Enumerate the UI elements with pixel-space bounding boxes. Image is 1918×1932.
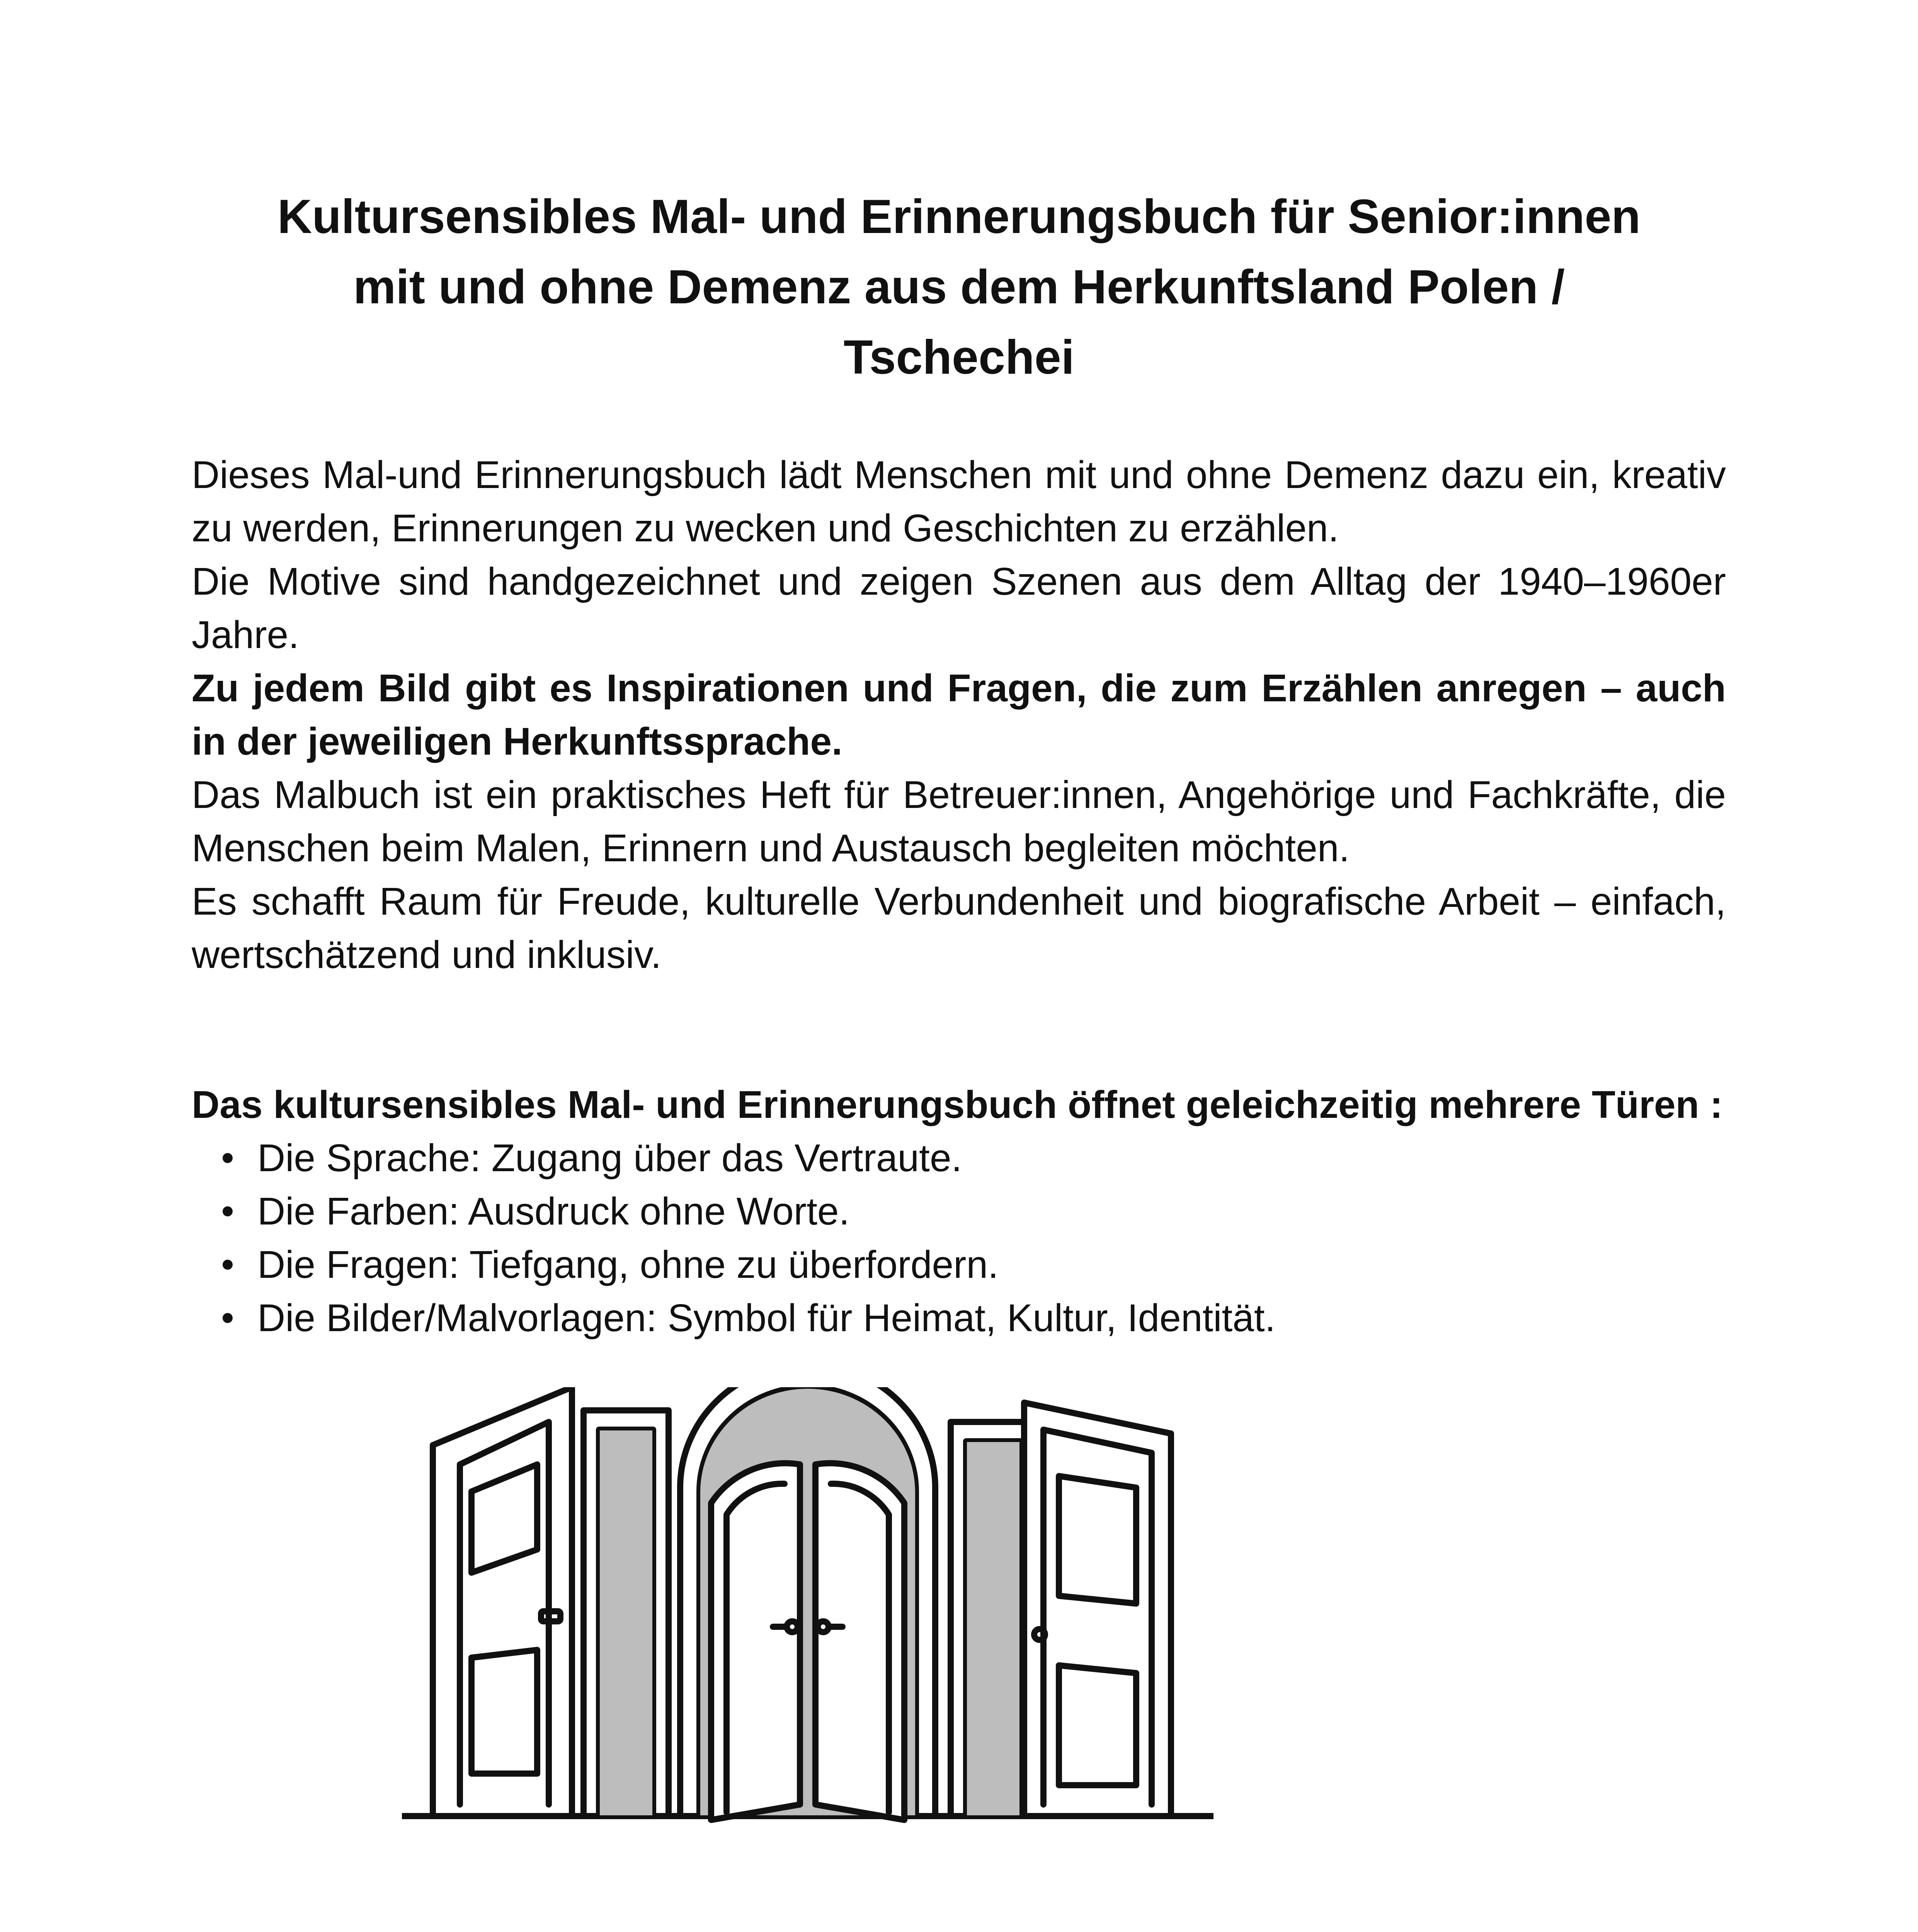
left-door-shadow (600, 1430, 652, 1815)
bullet-icon (223, 1206, 233, 1216)
right-door (951, 1403, 1171, 1816)
bullet-icon (223, 1260, 233, 1270)
list-item (192, 1131, 1275, 1185)
list-item (192, 1291, 1275, 1345)
intro-paragraph-4: Das Malbuch ist ein praktisches Heft für Betreuer:innen, Angehörige und Fachkräfte, die Menschen beim Malen, Erinnern und Austausch begleiten möchten. (192, 773, 1726, 870)
list-item-text: Die Fragen: Tiefgang, ohne zu überfordern. (257, 1243, 999, 1286)
bullet-icon (223, 1313, 233, 1323)
middle-door (680, 1387, 935, 1820)
bullet-icon (223, 1153, 233, 1163)
page-title (193, 182, 1725, 393)
intro-paragraph-bold: Zu jedem Bild gibt es Inspirationen und Fragen, die zum Erzählen anregen – auch in der jeweiligen Herkunftssprache. (192, 667, 1726, 763)
list-item (192, 1185, 1275, 1238)
list-item-text: Die Bilder/Malvorlagen: Symbol für Heimat, Kultur, Identität. (257, 1296, 1276, 1340)
title-line-1: Kultursensibles Mal- und Erinnerungsbuch für Senior:innen (277, 190, 1641, 243)
right-door-shadow (967, 1442, 1019, 1815)
intro-paragraph-1: Dieses Mal-und Erinnerungsbuch lädt Menschen mit und ohne Demenz dazu ein, kreativ zu werden, Erinnerungen zu wecken und Geschichten zu erzählen. (192, 453, 1726, 550)
doors-heading: Das kultursensibles Mal- und Erinnerungsbuch öffnet geleichzeitig mehrere Türen : (192, 1083, 1723, 1126)
title-line-3: Tschechei (843, 331, 1075, 384)
list-item-text: Die Sprache: Zugang über das Vertraute. (257, 1136, 962, 1180)
intro-section (192, 448, 1726, 981)
intro-paragraph-5: Es schafft Raum für Freude, kulturelle Verbundenheit und biografische Arbeit – einfach, wertschätzend und inklusiv. (192, 880, 1726, 976)
left-door (433, 1387, 669, 1816)
title-line-2: mit und ohne Demenz aus dem Herkunftsland Polen / (353, 260, 1565, 314)
list-item-text: Die Farben: Ausdruck ohne Worte. (257, 1190, 850, 1233)
list-item (192, 1238, 1275, 1291)
doors-list (192, 1131, 1275, 1345)
open-doors-drawing (402, 1387, 1213, 1828)
intro-paragraph-2: Die Motive sind handgezeichnet und zeigen Szenen aus dem Alltag der 1940–1960er Jahre. (192, 560, 1726, 656)
